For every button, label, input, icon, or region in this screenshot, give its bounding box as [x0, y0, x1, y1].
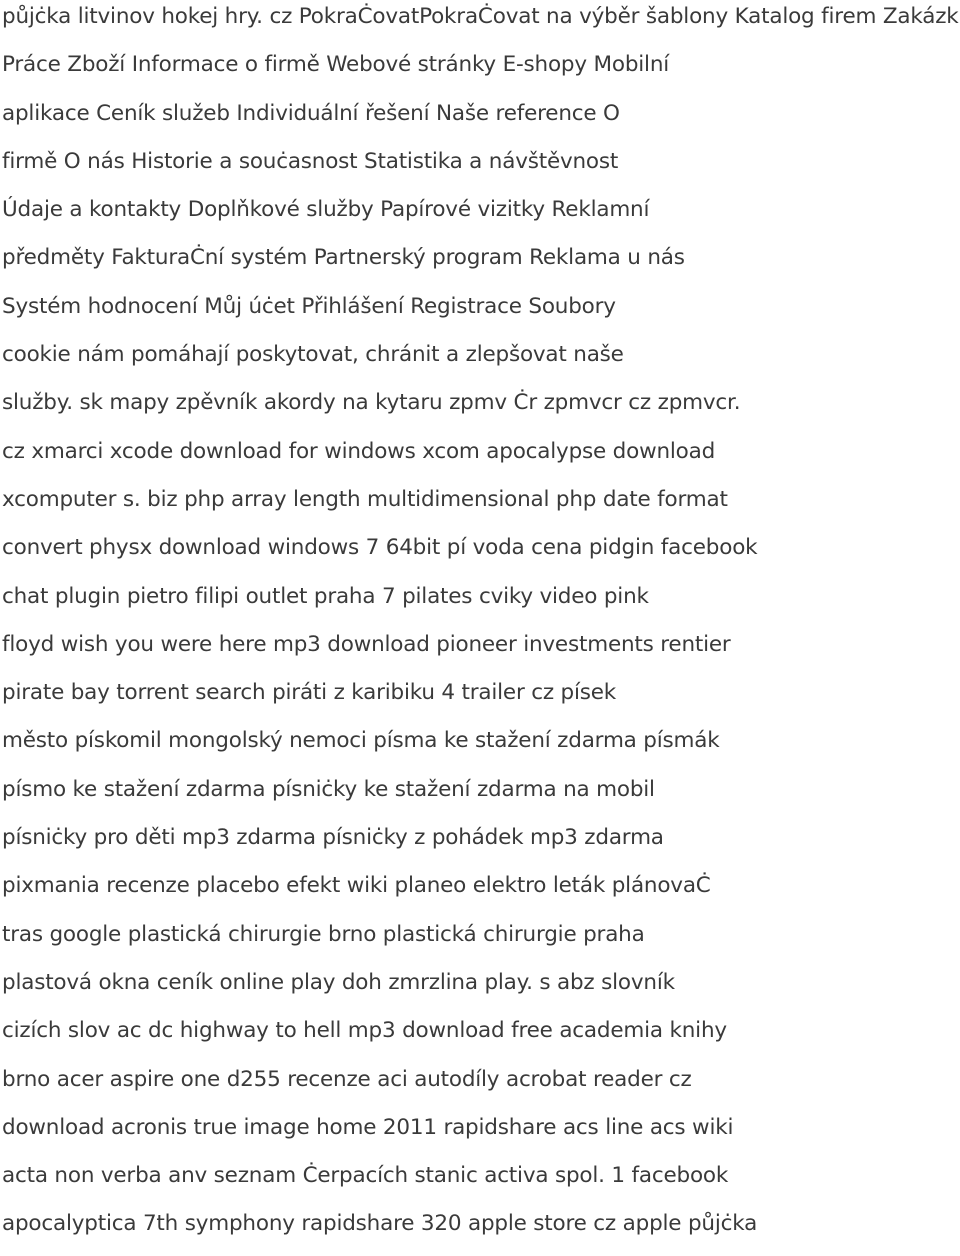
- text-line: convert physx download windows 7 64bit pí voda cena pidgin facebook: [2, 535, 758, 561]
- text-line: aplikace Ceník služeb Individuální řešení Naše reference O: [2, 100, 620, 126]
- text-line: Práce Zboží Informace o firmě Webové stránky E-shopy Mobilní: [2, 52, 670, 78]
- text-line: apocalyptica 7th symphony rapidshare 320 apple store cz apple půjċka: [2, 1211, 758, 1237]
- text-line: acta non verba anv seznam Ċerpacích stanic activa spol. 1 facebook: [2, 1163, 729, 1189]
- text-line: pirate bay torrent search piráti z karibiku 4 trailer cz písek: [2, 680, 617, 706]
- text-line: cookie nám pomáhají poskytovat, chránit a zlepšovat naše: [2, 342, 624, 368]
- text-line: písmo ke stažení zdarma písniċky ke stažení zdarma na mobil: [2, 776, 655, 802]
- text-line: cizích slov ac dc highway to hell mp3 download free academia knihy: [2, 1018, 727, 1044]
- text-line: písniċky pro děti mp3 zdarma písniċky z pohádek mp3 zdarma: [2, 825, 664, 851]
- text-line: chat plugin pietro filipi outlet praha 7 pilates cviky video pink: [2, 583, 649, 609]
- text-line: Systém hodnocení Můj úċet Přihlášení Registrace Soubory: [2, 293, 616, 319]
- text-line: půjċka litvinov hokej hry. cz PokraĊovatPokraĊovat na výběr šablony Katalog firem Zakázk: [2, 4, 959, 29]
- document-body: [2, 0, 960, 1256]
- text-line: plastová okna ceník online play doh zmrzlina play. s abz slovník: [2, 969, 675, 995]
- text-line: služby. sk mapy zpěvník akordy na kytaru zpmv Ċr zpmvcr cz zpmvcr.: [2, 390, 741, 416]
- text-line: město pískomil mongolský nemoci písma ke stažení zdarma písmák: [2, 728, 720, 754]
- text-line: tras google plastická chirurgie brno plastická chirurgie praha: [2, 921, 645, 947]
- text-line: cz xmarci xcode download for windows xcom apocalypse download: [2, 438, 716, 464]
- text-line: floyd wish you were here mp3 download pioneer investments rentier: [2, 631, 731, 657]
- text-line: xcomputer s. biz php array length multidimensional php date format: [2, 486, 728, 512]
- text-line: brno acer aspire one d255 recenze aci autodíly acrobat reader cz: [2, 1066, 692, 1092]
- text-line: download acronis true image home 2011 rapidshare acs line acs wiki: [2, 1114, 734, 1140]
- text-line: pixmania recenze placebo efekt wiki planeo elektro leták plánovaĊ: [2, 873, 711, 899]
- text-line: Údaje a kontakty Doplňkové služby Papírové vizitky Reklamní: [2, 197, 650, 223]
- text-line: firmě O nás Historie a souċasnost Statistika a návštěvnost: [2, 148, 619, 174]
- text-line: předměty FakturaĊní systém Partnerský program Reklama u nás: [2, 245, 685, 271]
